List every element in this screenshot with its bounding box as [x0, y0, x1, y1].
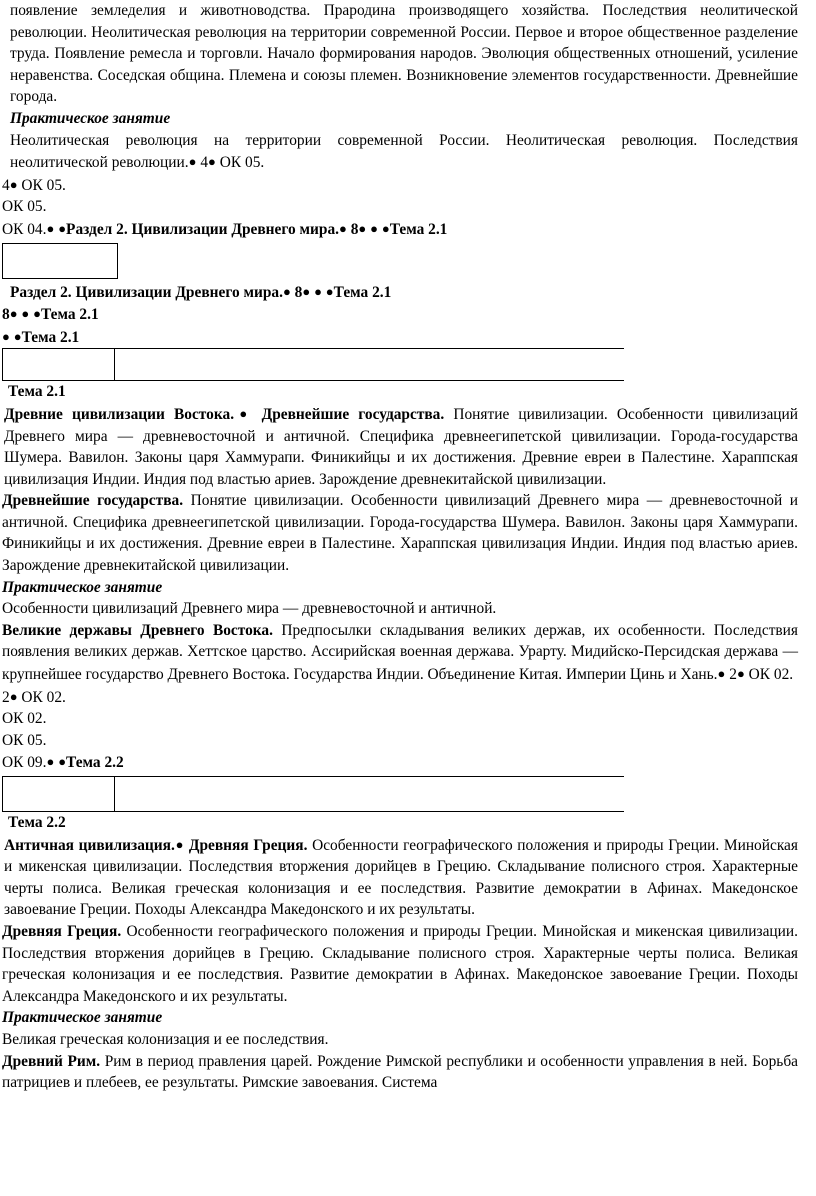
- topic-title: Тема 2.1: [389, 220, 448, 238]
- competency-code: ОК 05.: [219, 154, 265, 172]
- bullet-icon: ●: [58, 220, 67, 236]
- practice-text: Особенности цивилизаций Древнего мира — древневосточной и античной.: [2, 600, 497, 618]
- bullet-icon: ●: [314, 283, 322, 299]
- bullet-icon: ●: [9, 688, 18, 704]
- section-title: Раздел 2. Цивилизации Древнего мира.: [66, 220, 339, 238]
- bullet-icon: ●: [9, 306, 18, 322]
- empty-table-cell: [2, 243, 118, 279]
- bullet-icon: ●: [13, 328, 22, 344]
- code-line: ОК 05.: [2, 198, 47, 216]
- practice-heading: Практическое занятие: [10, 109, 171, 127]
- code-line: ОК 05.: [2, 731, 47, 749]
- table-cell: [115, 349, 624, 380]
- bullet-icon: ●: [33, 306, 41, 322]
- hours-number: 4: [200, 154, 209, 172]
- topic-paragraph: Древнейшие государства. Понятие цивилизации. Особенности цивилизаций Древнего мира — древневосточной и античной. Специфика древнеегипетской цивилизации. Города-государства Шумера. Вавилон. Законы царя Хаммурапи. Финикийцы и их достижения. Древние евреи в Палестине. Хараппская цивилизация Индии. Индия под властью ариев. Зарождение древнекитайской цивилизации.: [2, 492, 798, 575]
- code-line: ОК 04.● ●Раздел 2. Цивилизации Древнего мира.● 8● ● ●Тема 2.1: [2, 220, 448, 238]
- empty-table-row: [2, 348, 624, 381]
- bullet-icon: ●: [282, 283, 291, 299]
- topic-paragraph: Античная цивилизация.● Древняя Греция. Особенности географического положения и природы Греции. Минойская и микенская цивилизации. Последствия вторжения дорийцев в Грецию. Складывание полисного строя. Характерные черты полиса. Великая греческая колонизация и ее последствия. Развитие демократии в Афинах. Македонское завоевание Греции. Походы Александра Македонского и их результаты.: [4, 836, 798, 919]
- bullet-icon: ●: [188, 154, 197, 170]
- table-cell: [2, 349, 115, 380]
- code-line: 4● ОК 05.: [2, 176, 66, 194]
- bullet-icon: ●: [9, 176, 18, 192]
- section-line: Раздел 2. Цивилизации Древнего мира.● 8● ● ●Тема 2.1: [10, 283, 392, 301]
- topic-paragraph: Древний Рим. Рим в период правления царей. Рождение Римской республики и особенности управления в ней. Борьба патрициев и плебеев, ее результаты. Римские завоевания. Система: [2, 1052, 798, 1092]
- table-cell: [115, 777, 624, 811]
- intro-paragraph: появление земледелия и животноводства. Прародина производящего хозяйства. Последствия неолитической революции. Неолитическая революция на территории современной России. Первое и второе общественное разделение труда. Появление ремесла и торговли. Начало формирования народов. Эволюция общественных отношений, усиление неравенства. Соседская община. Племена и союзы племен. Возникновение элементов государственности. Древнейшие города.: [10, 2, 798, 106]
- topic-paragraph: Древняя Греция. Особенности географического положения и природы Греции. Минойская и микенская цивилизации. Последствия вторжения дорийцев в Грецию. Складывание полисного строя. Характерные черты полиса. Великая греческая колонизация и ее последствия. Развитие демократии в Афинах. Македонское завоевание Греции. Походы Александра Македонского и их результаты.: [2, 922, 798, 1005]
- empty-table-row: [2, 776, 624, 812]
- bullet-icon: ●: [58, 754, 67, 770]
- table-cell: [2, 777, 115, 811]
- topic-label: Тема 2.2: [8, 814, 66, 831]
- bullet-icon: ●: [325, 283, 334, 299]
- topic-title: Тема 2.2: [66, 754, 124, 772]
- section-line: 8● ● ●Тема 2.1: [2, 306, 99, 324]
- topic-paragraph: Древние цивилизации Востока.● Древнейшие государства. Понятие цивилизации. Особенности цивилизаций Древнего мира — древневосточной и античной. Специфика древнеегипетской цивилизации. Города-государства Шумера. Вавилон. Законы царя Хаммурапи. Финикийцы и их достижения. Древние евреи в Палестине. Хараппская цивилизация Индии. Индия под властью ариев. Зарождение древнекитайской цивилизации.: [4, 405, 798, 488]
- practice-body: Неолитическая революция на территории современной России. Неолитическая революция. Последствия неолитической революции.: [10, 131, 798, 172]
- bullet-icon: ●: [717, 666, 726, 682]
- bullet-icon: ●: [381, 220, 390, 236]
- topic-paragraph: Великие державы Древнего Востока. Предпосылки складывания великих держав, их особенности. Последствия появления великих держав. Хеттское царство. Ассирийская военная держава. Урарту. Мидийско-Персидская держава — крупнейшее государство Древнего Востока. Государства Индии. Объединение Китая. Империи Цинь и Хань.● 2● ОК 02.: [2, 621, 798, 684]
- bullet-icon: ●: [21, 306, 30, 322]
- bullet-icon: ●: [358, 220, 367, 236]
- code-line: 2● ОК 02.: [2, 688, 66, 706]
- bullet-icon: ●: [338, 220, 347, 236]
- bullet-icon: ●: [174, 836, 185, 852]
- practice-text: [0, 130, 816, 174]
- code-line: ОК 02.: [2, 710, 47, 728]
- bullet-icon: ●: [736, 666, 745, 682]
- topic-label: Тема 2.1: [8, 383, 66, 401]
- bullet-icon: ●: [2, 328, 10, 344]
- bullet-icon: ●: [208, 154, 216, 170]
- practice-heading: Практическое занятие: [2, 578, 163, 596]
- practice-text: Великая греческая колонизация и ее последствия.: [2, 1030, 329, 1048]
- bullet-icon: ●: [234, 405, 253, 421]
- bullet-icon: ●: [46, 754, 55, 770]
- bullet-icon: ●: [46, 220, 55, 236]
- bullet-icon: ●: [370, 220, 378, 236]
- code-line: ОК 09.● ●Тема 2.2: [2, 754, 124, 772]
- section-line: ● ●Тема 2.1: [2, 328, 80, 346]
- practice-heading: Практическое занятие: [2, 1009, 163, 1027]
- bullet-icon: ●: [302, 283, 311, 299]
